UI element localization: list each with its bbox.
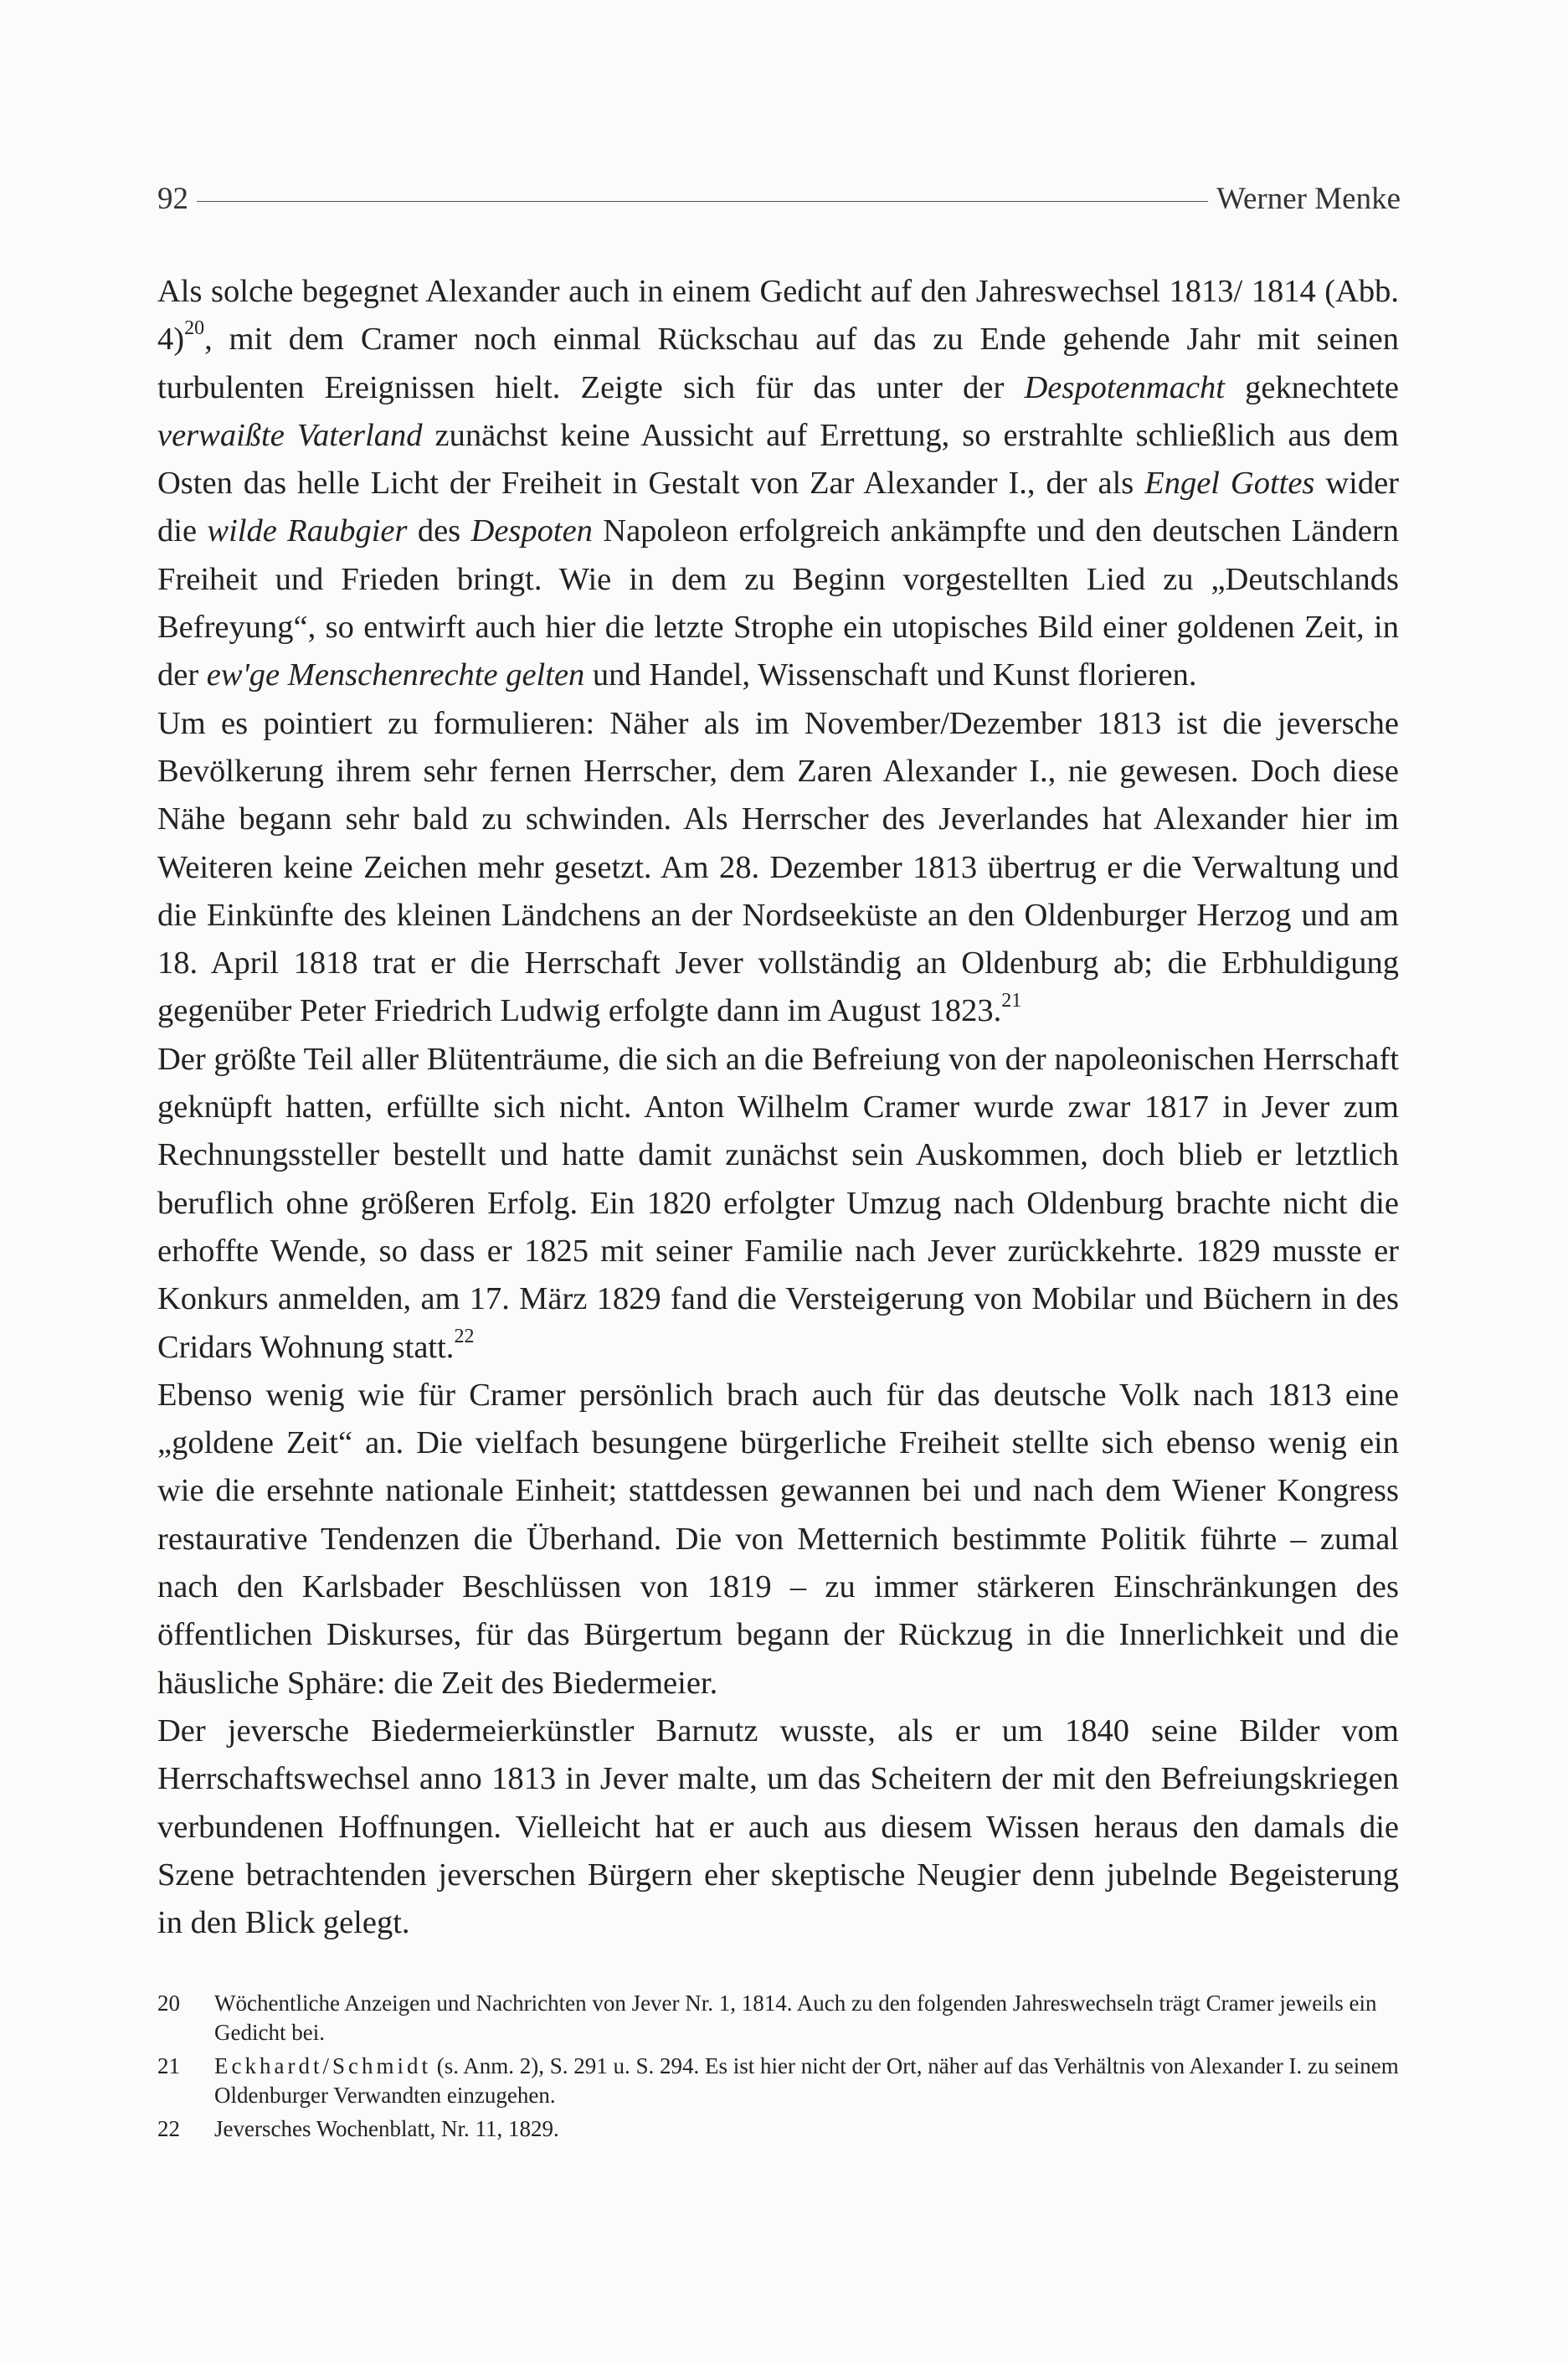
running-head-author: Werner Menke [1216, 181, 1401, 216]
text-span: Der jeversche Biedermeierkünstler Barnutz wusste, als er um 1840 seine Bilder vom Herrschaftswechsel anno 1813 in Jever malte, um das Scheitern der mit den Befreiungskriegen verbundenen Hoffnungen. Vielleicht hat er auch aus diesem Wissen heraus den damals die Szene betrachtenden jeverschen Bürgern eher skeptische Neugier denn jubelnde Begeisterung in den Blick gelegt. [157, 1712, 1399, 1941]
text-span: Napoleon erfolgreich ankämpfte und den deutschen Ländern Freiheit und Frieden bringt. Wie in dem zu Beginn vorgestellten Lied zu „Deutschlands Befreyung“, so entwirft auch hier die letzte Strophe ein utopisches Bild einer goldenen Zeit, in der [157, 513, 1400, 693]
text-span: zunächst keine Aussicht auf Errettung, so erstrahlte schließlich aus dem Osten das helle Licht der Freiheit in Gestalt von Zar Alexander I., der als [157, 417, 1399, 502]
footnote-number: 20 [157, 1991, 180, 2016]
page-number: 92 [157, 181, 188, 216]
footnote-22 [157, 2114, 1399, 2144]
italic-quote: wilde Raubgier [207, 513, 408, 549]
text-span: Der größte Teil aller Blütenträume, die sich an die Befreiung von der napoleonischen Herrschaft geknüpft hatten, erfüllte sich nicht. Anton Wilhelm Cramer wurde zwar 1817 in Jever zum Rechnungssteller bestellt und hatte damit zunächst sein Auskommen, doch blieb er letztlich beruflich ohne größeren Erfolg. Ein 1820 erfolgter Umzug nach Oldenburg brachte nicht die erhoffte Wende, so dass er 1825 mit seiner Familie nach Jever zurückkehrte. 1829 musste er Konkurs anmelden, am 17. März 1829 fand die Versteigerung von Mobilar und Büchern in des Cridars Wohnung statt. [157, 1041, 1399, 1365]
text-span: Ebenso wenig wie für Cramer persönlich brach auch für das deutsche Volk nach 1813 eine „goldene Zeit“ an. Die vielfach besungene bürgerliche Freiheit stellte sich ebenso wenig ein wie die ersehnte nationale Einheit; stattdessen gewannen bei und nach dem Wiener Kongress restaurative Tendenzen die Überhand. Die von Metternich bestimmte Politik führte – zumal nach den Karlsbader Beschlüssen von 1819 – zu immer stärkeren Einschränkungen des öffentlichen Diskurses, für das Bürgertum begann der Rückzug in die Innerlichkeit und die häusliche Sphäre: die Zeit des Biedermeier. [157, 1377, 1399, 1701]
text-span: des [407, 513, 471, 549]
footnote-20 [157, 1989, 1399, 2047]
footnote-ref-21: 21 [1001, 989, 1022, 1012]
italic-quote: Engel Gottes [1144, 466, 1315, 502]
italic-quote: ew'ge Menschenrechte gelten [206, 657, 585, 693]
text-span: wider die [157, 466, 1399, 549]
text-span: geknechtete [1224, 369, 1399, 405]
italic-quote: Despoten [470, 513, 593, 549]
footnote-text-container [214, 2052, 1399, 2110]
paragraph-5 [157, 1707, 1399, 1947]
text-span: Um es pointiert zu formulieren: Näher als im November/Dezember 1813 ist die jeversche Bevölkerung ihrem sehr fernen Herrscher, dem Zaren Alexander I., nie gewesen. Doch diese Nähe begann sehr bald zu schwinden. Als Herrscher des Jeverlandes hat Alexander hier im Weiteren keine Zeichen mehr gesetzt. Am 28. Dezember 1813 übertrug er die Verwaltung und die Einkünfte des kleinen Ländchens an der Nordseeküste an den Oldenburger Herzog und am 18. April 1818 trat er die Herrschaft Jever vollständig an Oldenburg ab; die Erbhuldigung gegenüber Peter Friedrich Ludwig erfolgte dann im August 1823. [157, 705, 1399, 1029]
footnote-text: Jeversches Wochenblatt, Nr. 11, 1829. [214, 2116, 559, 2141]
text-span: und Handel, Wissenschaft und Kunst florieren. [584, 657, 1197, 693]
text-span: Als solche begegnet Alexander auch in einem Gedicht auf den Jahreswechsel 1813/ 1814 (Abb. 4) [157, 274, 1399, 358]
header-rule [197, 201, 1208, 202]
paragraph-1 [157, 268, 1399, 700]
footnote-number: 22 [157, 2116, 180, 2141]
footnote-ref-20: 20 [184, 317, 205, 340]
footnote-21 [157, 2052, 1399, 2110]
italic-quote: verwaißte Vaterland [157, 417, 423, 453]
paragraph-2 [157, 700, 1399, 1036]
footnote-ref-22: 22 [454, 1325, 475, 1347]
footnote-text: (s. Anm. 2), S. 291 u. S. 294. Es ist hier nicht der Ort, näher auf das Verhältnis von Alexander I. zu seinem Oldenburger Verwandten einzugehen. [214, 2053, 1399, 2108]
body-text [157, 268, 1399, 1947]
paragraph-3 [157, 1036, 1399, 1372]
italic-quote: Despotenmacht [1024, 369, 1225, 405]
page-header [157, 178, 1401, 219]
footnote-text: Wöchentliche Anzeigen und Nachrichten von Jever Nr. 1, 1814. Auch zu den folgenden Jahreswechseln trägt Cramer jeweils ein Gedicht bei. [214, 1991, 1377, 2045]
text-span: , mit dem Cramer noch einmal Rückschau auf das zu Ende gehende Jahr mit seinen turbulenten Ereignissen hielt. Zeigte sich für das unter der [157, 322, 1399, 405]
paragraph-4 [157, 1372, 1399, 1707]
footnotes [157, 1989, 1399, 2148]
footnote-number: 21 [157, 2053, 180, 2078]
footnote-author-names: Eckhardt/Schmidt [214, 2053, 431, 2078]
